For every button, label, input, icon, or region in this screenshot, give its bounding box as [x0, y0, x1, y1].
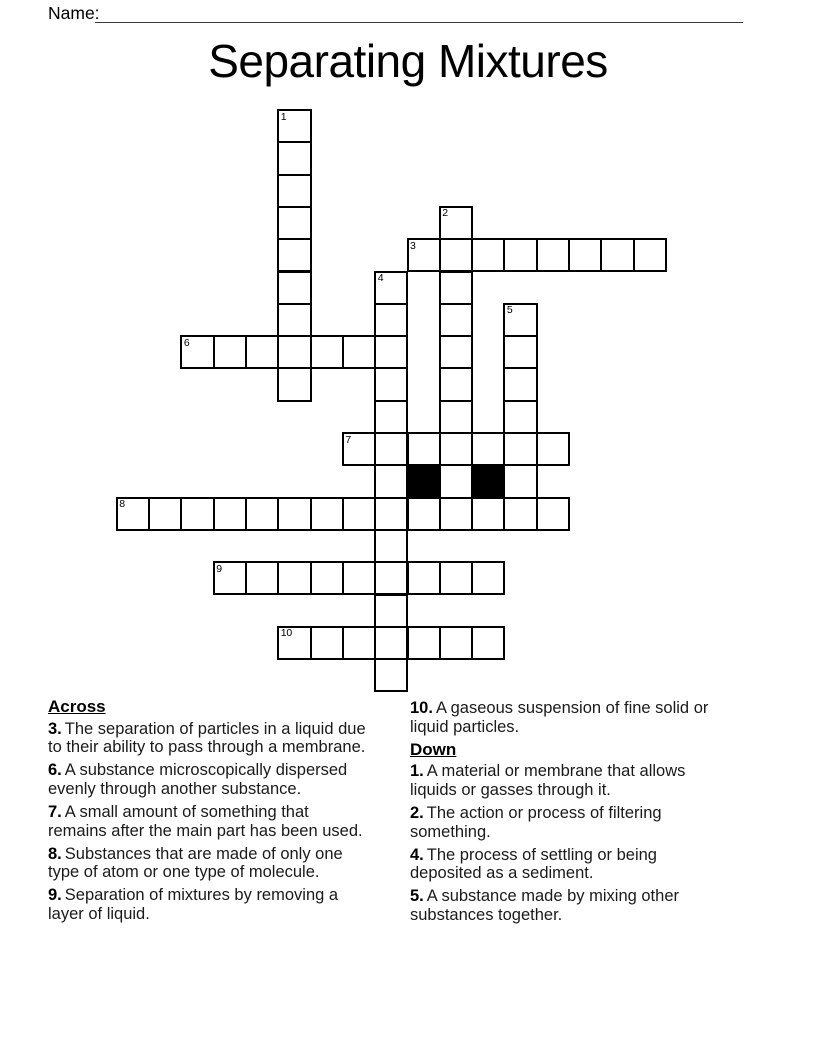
grid-cell[interactable]	[471, 561, 505, 595]
grid-cell[interactable]	[503, 238, 537, 272]
grid-cell[interactable]	[374, 561, 408, 595]
grid-cell[interactable]	[439, 271, 473, 305]
clue-across-6: 6. A substance microscopically dispersed evenly through another substance.	[48, 761, 348, 798]
grid-cell[interactable]	[277, 367, 311, 401]
grid-cell[interactable]	[471, 432, 505, 466]
grid-cell[interactable]	[277, 335, 311, 369]
grid-cell[interactable]	[439, 497, 473, 531]
grid-cell[interactable]	[407, 626, 441, 660]
grid-cell[interactable]	[600, 238, 634, 272]
grid-cell[interactable]	[503, 432, 537, 466]
grid-cell[interactable]	[180, 497, 214, 531]
grid-cell[interactable]	[213, 335, 247, 369]
clue-down-1: 1. A material or membrane that allows liquids or gasses through it.	[410, 762, 686, 799]
worksheet-title: Separating Mixtures	[208, 35, 608, 87]
grid-cell[interactable]	[342, 626, 376, 660]
grid-cell[interactable]	[503, 367, 537, 401]
grid-cell[interactable]	[374, 529, 408, 563]
grid-cell[interactable]	[568, 238, 602, 272]
grid-cell[interactable]	[374, 335, 408, 369]
grid-cell[interactable]	[471, 238, 505, 272]
grid-cell[interactable]	[374, 367, 408, 401]
clue-down-2: 2. The action or process of filtering something.	[410, 803, 662, 841]
clue-across-3: 3. The separation of particles in a liquid due to their ability to pass through a membrane.	[48, 719, 366, 757]
grid-cell-number: 4	[377, 272, 384, 284]
grid-cell[interactable]	[374, 658, 408, 692]
grid-cell[interactable]	[148, 497, 182, 531]
grid-cell[interactable]	[439, 335, 473, 369]
grid-cell[interactable]	[277, 238, 311, 272]
grid-cell[interactable]	[310, 626, 344, 660]
grid-cell[interactable]	[245, 335, 279, 369]
grid-cell[interactable]	[503, 335, 537, 369]
down-clue-list	[410, 762, 762, 924]
grid-cell[interactable]	[374, 626, 408, 660]
grid-cell-number: 6	[183, 336, 190, 349]
grid-cell-number: 5	[506, 304, 513, 317]
clue-across-7: 7. A small amount of something that remains after the main part has been used.	[48, 802, 363, 840]
grid-cell[interactable]	[342, 335, 376, 369]
grid-cell[interactable]	[536, 238, 570, 272]
clue-across-8: 8. Substances that are made of only one type of atom or one type of molecule.	[48, 844, 343, 882]
grid-cell[interactable]	[374, 464, 408, 498]
clues-right-column	[410, 699, 762, 929]
grid-cell[interactable]	[310, 335, 344, 369]
across-heading: Across	[48, 697, 106, 716]
grid-cell-number: 3	[410, 239, 416, 252]
grid-cell[interactable]	[439, 561, 473, 595]
name-label: Name:	[48, 3, 100, 23]
grid-cell[interactable]	[213, 497, 247, 531]
grid-cell[interactable]	[439, 432, 473, 466]
grid-cell[interactable]	[277, 497, 311, 531]
grid-cell[interactable]	[245, 561, 279, 595]
grid-cell-number: 8	[119, 498, 125, 511]
grid-cell[interactable]	[439, 400, 473, 434]
grid-cell[interactable]	[310, 561, 344, 595]
grid-cell[interactable]	[277, 141, 311, 175]
grid-cell-number: 2	[442, 207, 448, 220]
clue-across-9: 9. Separation of mixtures by removing a layer of liquid.	[48, 886, 339, 923]
grid-cell[interactable]	[439, 464, 473, 498]
grid-black-cell	[407, 464, 441, 498]
grid-cell[interactable]	[471, 497, 505, 531]
grid-cell-number: 7	[345, 433, 351, 446]
grid-cell[interactable]	[277, 303, 311, 337]
grid-cell-number: 10	[280, 627, 292, 640]
clue-across-10: 10. A gaseous suspension of fine solid or liquid particles.	[410, 699, 709, 736]
grid-cell[interactable]	[503, 400, 537, 434]
clues-left-column	[48, 698, 404, 928]
grid-cell[interactable]	[342, 497, 376, 531]
grid-cell[interactable]	[310, 497, 344, 531]
grid-cell[interactable]	[536, 497, 570, 531]
down-heading: Down	[410, 739, 457, 759]
grid-cell[interactable]	[439, 303, 473, 337]
grid-cell[interactable]	[277, 271, 311, 305]
grid-cell[interactable]	[439, 367, 473, 401]
grid-cell[interactable]	[439, 626, 473, 660]
grid-cell[interactable]	[374, 303, 408, 337]
grid-cell[interactable]	[277, 561, 311, 595]
grid-cell[interactable]	[374, 432, 408, 466]
grid-cell[interactable]	[503, 464, 537, 498]
grid-cell-number: 1	[280, 110, 287, 123]
grid-cell[interactable]	[374, 400, 408, 434]
grid-cell-number: 9	[216, 562, 222, 575]
grid-cell[interactable]	[277, 174, 311, 208]
across-clue-list-continued	[410, 699, 762, 736]
grid-cell[interactable]	[245, 497, 279, 531]
grid-black-cell	[471, 464, 505, 498]
grid-cell[interactable]	[374, 497, 408, 531]
grid-cell[interactable]	[471, 626, 505, 660]
grid-cell[interactable]	[503, 497, 537, 531]
grid-cell[interactable]	[277, 206, 311, 240]
grid-cell[interactable]	[342, 561, 376, 595]
grid-cell[interactable]	[407, 432, 441, 466]
clue-down-5: 5. A substance made by mixing other substances together.	[410, 887, 679, 924]
clue-down-4: 4. The process of settling or being deposited as a sediment.	[410, 845, 657, 883]
grid-cell[interactable]	[407, 497, 441, 531]
across-clue-list	[48, 720, 404, 924]
grid-cell[interactable]	[374, 594, 408, 628]
grid-cell[interactable]	[439, 238, 473, 272]
grid-cell[interactable]	[407, 561, 441, 595]
grid-cell[interactable]	[536, 432, 570, 466]
grid-cell[interactable]	[633, 238, 667, 272]
